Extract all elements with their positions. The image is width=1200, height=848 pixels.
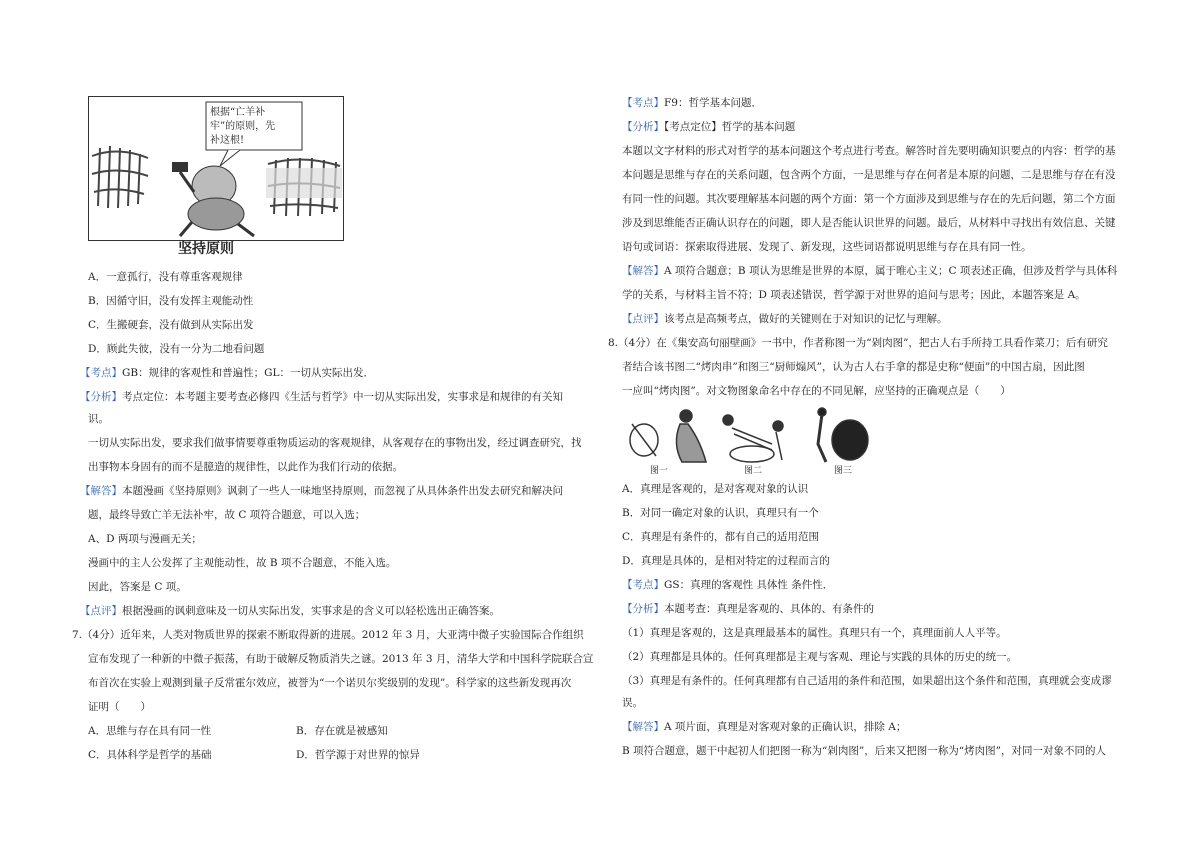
r-body1-line-1: 本题以文字材料的形式对哲学的基本问题这个考点进行考查。解答时首先要明确知识要点的内容：哲学的基 [622, 145, 1116, 157]
q8-option-a: A．真理是客观的，是对客观对象的认识 [622, 483, 809, 495]
q7-jieda [622, 264, 1117, 278]
body2-line-2: 漫画中的主人公发挥了主观能动性，故 B 项不合题意，不能入选。 [88, 557, 397, 569]
fenxi-line-2: 识。 [88, 413, 109, 425]
body1-line-1: 一切从实际出发，要求我们做事情要尊重物质运动的客观规律，从客观存在的事物出发，经过调查研究，找 [88, 437, 582, 449]
jieda-text: A 项片面，真理是对客观对象的正确认识，排除 A； [664, 721, 907, 733]
q6-dianping [80, 604, 500, 618]
body2-line-3: 因此，答案是 C 项。 [88, 581, 187, 593]
bubble-line-3: 补这根! [210, 135, 245, 146]
r-body2-line-1: （1）真理是客观的，这是真理最基本的属性。真理只有一个，真理面前人人平等。 [622, 627, 1007, 639]
dianping-text: 该考点是高频考点，做好的关键则在于对知识的记忆与理解。 [664, 313, 948, 325]
fenxi-text: 【考点定位】哲学的基本问题 [664, 121, 796, 133]
q8-fenxi [622, 602, 874, 616]
q7-option-a: A．思维与存在具有同一性 [88, 725, 212, 737]
q7-kaodian [622, 96, 762, 110]
dianping-tag: 【点评】 [622, 313, 664, 325]
q6-option-b: B．因循守旧，没有发挥主观能动性 [88, 295, 254, 307]
q7-line-4: 证明（ ） [88, 701, 151, 713]
q6-kaodian [80, 366, 374, 380]
fig-label-1: 图一 [650, 466, 669, 476]
body1-line-2: 出事物本身固有的而不是臆造的规律性，以此作为我们行动的依据。 [88, 461, 403, 473]
fenxi-tag: 【分析】 [622, 121, 664, 133]
cartoon-figure [88, 96, 344, 264]
r-body3-line-1: B 项符合题意，题干中起初人们把图一称为“剁肉图”，后来又把图一称为“烤肉图”，对同一对象不同的人 [622, 745, 1107, 757]
q6-option-a: A．一意孤行，没有尊重客观规律 [88, 271, 243, 283]
q7-option-b: B．存在就是被感知 [296, 725, 388, 737]
q8-option-c: C．真理是有条件的，都有自己的适用范围 [622, 531, 820, 543]
q6-fenxi [80, 390, 563, 404]
fenxi-text: 本题考查：真理是客观的、具体的、有条件的 [664, 603, 874, 615]
cartoon-caption: 坚持原则 [178, 241, 234, 257]
jieda-tag: 【解答】 [622, 265, 664, 277]
fig-label-2: 图二 [744, 466, 763, 476]
fenxi-tag: 【分析】 [622, 603, 664, 615]
kaodian-text: GS：真理的客观性 具体性 条件性． [664, 579, 834, 591]
r-body1-line-2: 本问题是思维与存在的关系问题，包含两个方面，一是思维与存在何者是本原的问题，二是思维与存在有没 [622, 169, 1116, 181]
q8-line-2: 者结合该书图二“烤肉串”和图三“厨师煽风”，认为古人右手拿的都是史称“便面”的中国古扇，因此图 [622, 361, 1085, 373]
q7-dianping [622, 312, 948, 326]
q8-jieda [622, 720, 906, 734]
r-jieda-line-2: 学的关系，与材料主旨不符；D 项表述错误，哲学源于对世界的追问与思考；因此，本题答案是 A。 [622, 289, 1086, 301]
mural-figures [622, 404, 872, 476]
kaodian-tag: 【考点】 [622, 97, 664, 109]
q7-fenxi [622, 120, 795, 134]
r-body1-line-5: 语句或词语：探索取得进展、发现了、新发现，这些词语都说明思维与存在具有同一性。 [622, 241, 1032, 253]
q8-option-b: B．对同一确定对象的认识，真理只有一个 [622, 507, 819, 519]
r-body1-line-4: 涉及到思维能否正确认识存在的问题，即人是否能认识世界的问题。最后，从材料中寻找出有效信息、关键 [622, 217, 1116, 229]
kaodian-text: GB：规律的客观性和普遍性；GL：一切从实际出发． [122, 367, 374, 379]
kaodian-tag: 【考点】 [622, 579, 664, 591]
r-body2-line-4: 误。 [622, 697, 643, 709]
bubble-line-1: 根据“亡羊补 [210, 107, 266, 118]
q6-option-c: C．生搬硬套，没有做到从实际出发 [88, 319, 254, 331]
kaodian-text: F9：哲学基本问题． [664, 97, 762, 109]
fenxi-tag: 【分析】 [80, 391, 122, 403]
r-body2-line-2: （2）真理都是具体的。任何真理都是主观与客观、理论与实践的具体的历史的统一。 [622, 651, 1018, 663]
jieda-line-1: 本题漫画《坚持原则》讽刺了一些人一味地坚持原则，而忽视了从具体条件出发去研究和解决问 [122, 485, 563, 497]
q7-option-c: C．具体科学是哲学的基础 [88, 749, 212, 761]
q7-line-3: 布首次在实验上观测到量子反常霍尔效应，被誉为“一个诺贝尔奖级别的发现”。科学家的这些新发现再次 [88, 677, 572, 689]
dianping-text: 根据漫画的讽刺意味及一切从实际出发，实事求是的含义可以轻松选出正确答案。 [122, 605, 500, 617]
q8-option-d: D．真理是具体的，是相对特定的过程而言的 [622, 555, 830, 567]
q6-option-d: D．顾此失彼，没有一分为二地看问题 [88, 343, 265, 355]
fenxi-line-1: 考点定位：本考题主要考查必修四《生活与哲学》中一切从实际出发，实事求是和规律的有关知 [122, 391, 563, 403]
q8-line-3: 一应叫“烤肉图”。对文物图象命名中存在的不同见解，应坚持的正确观点是（ ） [622, 385, 1011, 397]
dianping-tag: 【点评】 [80, 605, 122, 617]
bubble-line-2: 牢”的原则，先 [210, 121, 276, 132]
q8-kaodian [622, 578, 833, 592]
q6-jieda [80, 484, 563, 498]
q7-line-2: 宣布发现了一种新的中微子振荡，有助于破解反物质消失之谜。2013 年 3 月，清华大学和中国科学院联合宣 [88, 653, 594, 665]
body2-line-1: A、D 两项与漫画无关； [88, 533, 202, 545]
fig-label-3: 图三 [834, 466, 853, 476]
jieda-line-1: A 项符合题意；B 项认为思维是世界的本原，属于唯心主义；C 项表述正确，但涉及哲学与具体科 [664, 265, 1118, 277]
q7-line-1: 7.（4分）近年来，人类对物质世界的探索不断取得新的进展。2012 年 3 月，大亚湾中微子实验国际合作组织 [72, 629, 584, 641]
q7-option-d: D．哲学源于对世界的惊异 [296, 749, 420, 761]
r-body2-line-3: （3）真理是有条件的。任何真理都有自己适用的条件和范围，如果超出这个条件和范围，真理就会变成谬 [622, 675, 1112, 687]
q8-line-1: 8.（4分）在《集安高句丽壁画》一书中，作者称图一为“剁肉图”，把古人右手所持工具看作菜刀；后有研究 [608, 337, 1108, 349]
jieda-tag: 【解答】 [80, 485, 122, 497]
jieda-tag: 【解答】 [622, 721, 664, 733]
jieda-line-2: 题，最终导致亡羊无法补牢，故 C 项符合题意，可以入选； [88, 509, 366, 521]
r-body1-line-3: 有同一性的问题。其次要理解基本问题的两个方面：第一个方面涉及到思维与存在的先后问题，第二个方面 [622, 193, 1116, 205]
kaodian-tag: 【考点】 [80, 367, 122, 379]
